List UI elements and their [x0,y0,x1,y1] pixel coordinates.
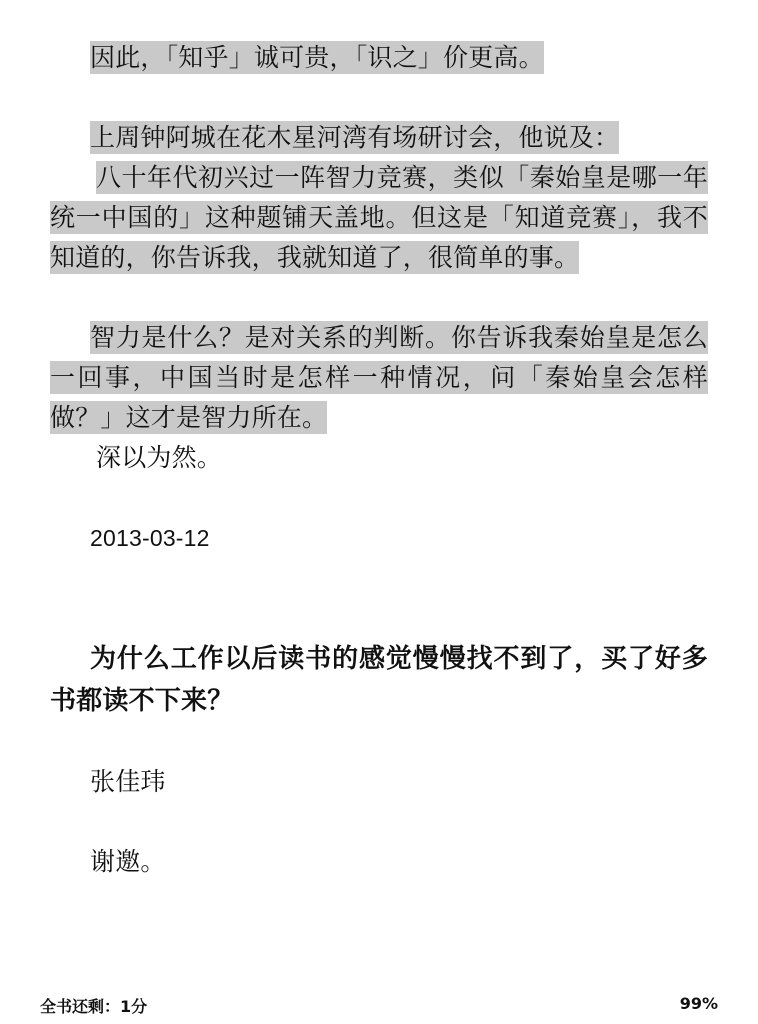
paragraph-highlighted[interactable] [50,318,708,438]
section-gap [50,558,708,638]
paragraph-highlighted[interactable] [50,38,708,78]
reader-page [50,38,708,882]
highlight-span: 因此，「知乎」诚可贵，「识之」价更高。 [90,43,544,72]
reader-footer [0,990,758,1020]
author-name: 张佳玮 [90,767,166,796]
highlight-span: 上周钟阿城在花木星河湾有场研讨会，他说及： [90,123,620,152]
highlight-span: 智力是什么？是对关系的判断。你告诉我秦始皇是怎么一回事，中国当时是怎样一种情况，问「秦始皇会怎样做？」这才是智力所在。 [50,323,708,432]
reading-progress: 99% [679,994,718,1013]
highlight-span: 八十年代初兴过一阵智力竞赛，类似「秦始皇是哪一年统一中国的」这种题铺天盖地。但这是「知道竞赛」，我不知道的，你告诉我，我就知道了，很简单的事。 [50,163,708,272]
date-text: 2013-03-12 [90,525,210,551]
question-heading: 为什么工作以后读书的感觉慢慢找不到了，买了好多书都读不下来？ [50,644,708,716]
paragraph-highlighted[interactable] [50,118,708,158]
paragraph-gap [50,278,708,318]
paragraph-gap [50,722,708,762]
paragraph-gap [50,78,708,118]
paragraph-gap [50,478,708,518]
remaining-time: 全书还剩：1分 [40,997,148,1016]
paragraph-highlighted-quote[interactable] [50,158,708,278]
reply-text: 谢邀。 [90,847,166,876]
paragraph-gap [50,802,708,842]
paragraph: 深以为然。 [96,443,223,472]
